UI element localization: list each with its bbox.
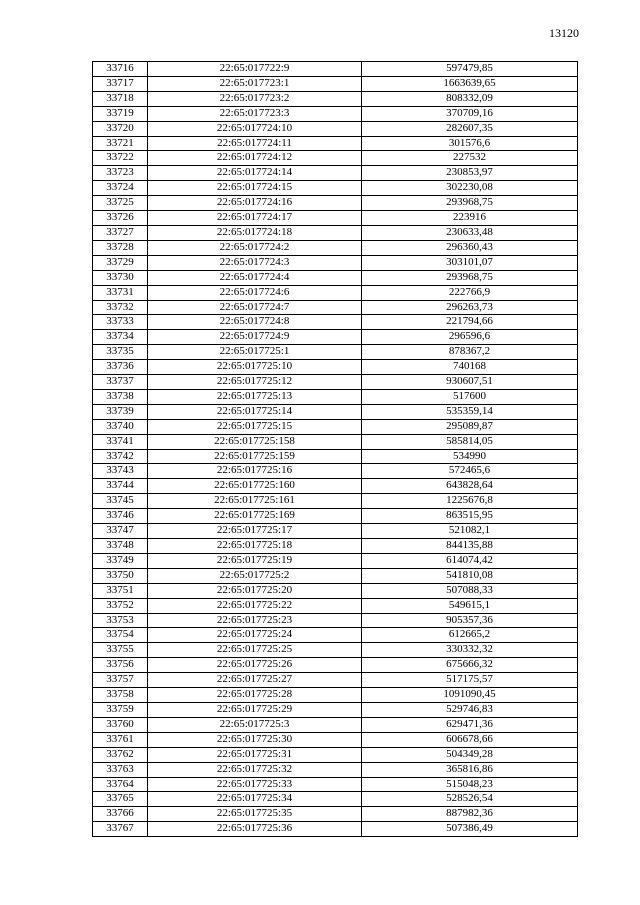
value-cell: 629471,36 xyxy=(362,717,578,732)
table-row xyxy=(93,524,578,539)
cadastral-number-cell: 22:65:017724:3 xyxy=(148,255,362,270)
cadastral-number-cell: 22:65:017724:4 xyxy=(148,270,362,285)
value-cell: 507088,33 xyxy=(362,583,578,598)
cadastral-number-cell: 22:65:017724:11 xyxy=(148,136,362,151)
table-row xyxy=(93,62,578,77)
value-cell: 301576,6 xyxy=(362,136,578,151)
registry-table-body xyxy=(93,62,578,837)
row-number-cell: 33721 xyxy=(93,136,148,151)
value-cell: 740168 xyxy=(362,360,578,375)
table-row xyxy=(93,345,578,360)
cadastral-number-cell: 22:65:017725:20 xyxy=(148,583,362,598)
page-number: 13120 xyxy=(549,26,579,40)
table-row xyxy=(93,673,578,688)
value-cell: 1225676,8 xyxy=(362,494,578,509)
table-row xyxy=(93,404,578,419)
table-row xyxy=(93,807,578,822)
table-row xyxy=(93,613,578,628)
value-cell: 370709,16 xyxy=(362,106,578,121)
cadastral-number-cell: 22:65:017725:27 xyxy=(148,673,362,688)
table-row xyxy=(93,419,578,434)
table-row xyxy=(93,583,578,598)
cadastral-number-cell: 22:65:017724:10 xyxy=(148,121,362,136)
row-number-cell: 33765 xyxy=(93,792,148,807)
cadastral-number-cell: 22:65:017725:19 xyxy=(148,553,362,568)
value-cell: 517600 xyxy=(362,389,578,404)
row-number-cell: 33731 xyxy=(93,285,148,300)
registry-table xyxy=(92,61,578,837)
row-number-cell: 33753 xyxy=(93,613,148,628)
value-cell: 535359,14 xyxy=(362,404,578,419)
row-number-cell: 33722 xyxy=(93,151,148,166)
value-cell: 675666,32 xyxy=(362,658,578,673)
cadastral-number-cell: 22:65:017724:15 xyxy=(148,181,362,196)
row-number-cell: 33719 xyxy=(93,106,148,121)
value-cell: 863515,95 xyxy=(362,509,578,524)
table-row xyxy=(93,106,578,121)
row-number-cell: 33750 xyxy=(93,568,148,583)
row-number-cell: 33717 xyxy=(93,76,148,91)
value-cell: 296360,43 xyxy=(362,240,578,255)
row-number-cell: 33733 xyxy=(93,315,148,330)
row-number-cell: 33759 xyxy=(93,702,148,717)
table-row xyxy=(93,628,578,643)
cadastral-number-cell: 22:65:017725:2 xyxy=(148,568,362,583)
value-cell: 878367,2 xyxy=(362,345,578,360)
value-cell: 643828,64 xyxy=(362,479,578,494)
table-row xyxy=(93,375,578,390)
row-number-cell: 33746 xyxy=(93,509,148,524)
cadastral-number-cell: 22:65:017725:31 xyxy=(148,747,362,762)
cadastral-number-cell: 22:65:017725:1 xyxy=(148,345,362,360)
table-row xyxy=(93,792,578,807)
cadastral-number-cell: 22:65:017725:34 xyxy=(148,792,362,807)
row-number-cell: 33728 xyxy=(93,240,148,255)
row-number-cell: 33754 xyxy=(93,628,148,643)
row-number-cell: 33756 xyxy=(93,658,148,673)
row-number-cell: 33748 xyxy=(93,539,148,554)
value-cell: 529746,83 xyxy=(362,702,578,717)
value-cell: 585814,05 xyxy=(362,434,578,449)
cadastral-number-cell: 22:65:017725:12 xyxy=(148,375,362,390)
table-row xyxy=(93,285,578,300)
cadastral-number-cell: 22:65:017725:30 xyxy=(148,732,362,747)
cadastral-number-cell: 22:65:017725:161 xyxy=(148,494,362,509)
value-cell: 1091090,45 xyxy=(362,688,578,703)
value-cell: 844135,88 xyxy=(362,539,578,554)
cadastral-number-cell: 22:65:017725:36 xyxy=(148,822,362,837)
row-number-cell: 33739 xyxy=(93,404,148,419)
table-row xyxy=(93,434,578,449)
cadastral-number-cell: 22:65:017725:13 xyxy=(148,389,362,404)
value-cell: 549615,1 xyxy=(362,598,578,613)
cadastral-number-cell: 22:65:017724:8 xyxy=(148,315,362,330)
value-cell: 303101,07 xyxy=(362,255,578,270)
value-cell: 597479,85 xyxy=(362,62,578,77)
cadastral-number-cell: 22:65:017725:3 xyxy=(148,717,362,732)
row-number-cell: 33736 xyxy=(93,360,148,375)
row-number-cell: 33724 xyxy=(93,181,148,196)
table-row xyxy=(93,747,578,762)
row-number-cell: 33730 xyxy=(93,270,148,285)
cadastral-number-cell: 22:65:017724:7 xyxy=(148,300,362,315)
row-number-cell: 33762 xyxy=(93,747,148,762)
table-row xyxy=(93,688,578,703)
row-number-cell: 33749 xyxy=(93,553,148,568)
table-row xyxy=(93,643,578,658)
value-cell: 517175,57 xyxy=(362,673,578,688)
table-row xyxy=(93,464,578,479)
cadastral-number-cell: 22:65:017725:18 xyxy=(148,539,362,554)
row-number-cell: 33729 xyxy=(93,255,148,270)
value-cell: 302230,08 xyxy=(362,181,578,196)
table-row xyxy=(93,702,578,717)
row-number-cell: 33723 xyxy=(93,166,148,181)
cadastral-number-cell: 22:65:017725:158 xyxy=(148,434,362,449)
value-cell: 223916 xyxy=(362,211,578,226)
value-cell: 296596,6 xyxy=(362,330,578,345)
row-number-cell: 33732 xyxy=(93,300,148,315)
row-number-cell: 33752 xyxy=(93,598,148,613)
table-row xyxy=(93,732,578,747)
cadastral-number-cell: 22:65:017724:12 xyxy=(148,151,362,166)
cadastral-number-cell: 22:65:017724:14 xyxy=(148,166,362,181)
value-cell: 521082,1 xyxy=(362,524,578,539)
row-number-cell: 33764 xyxy=(93,777,148,792)
value-cell: 365816,86 xyxy=(362,762,578,777)
cadastral-number-cell: 22:65:017725:169 xyxy=(148,509,362,524)
table-row xyxy=(93,330,578,345)
cadastral-number-cell: 22:65:017723:3 xyxy=(148,106,362,121)
value-cell: 282607,35 xyxy=(362,121,578,136)
cadastral-number-cell: 22:65:017725:35 xyxy=(148,807,362,822)
value-cell: 1663639,65 xyxy=(362,76,578,91)
row-number-cell: 33747 xyxy=(93,524,148,539)
cadastral-number-cell: 22:65:017725:26 xyxy=(148,658,362,673)
row-number-cell: 33761 xyxy=(93,732,148,747)
row-number-cell: 33718 xyxy=(93,91,148,106)
cadastral-number-cell: 22:65:017725:160 xyxy=(148,479,362,494)
table-row xyxy=(93,255,578,270)
table-row xyxy=(93,121,578,136)
cadastral-number-cell: 22:65:017725:24 xyxy=(148,628,362,643)
table-row xyxy=(93,717,578,732)
value-cell: 528526,54 xyxy=(362,792,578,807)
cadastral-number-cell: 22:65:017724:17 xyxy=(148,211,362,226)
value-cell: 614074,42 xyxy=(362,553,578,568)
row-number-cell: 33741 xyxy=(93,434,148,449)
row-number-cell: 33735 xyxy=(93,345,148,360)
cadastral-number-cell: 22:65:017724:2 xyxy=(148,240,362,255)
value-cell: 330332,32 xyxy=(362,643,578,658)
value-cell: 612665,2 xyxy=(362,628,578,643)
table-row xyxy=(93,211,578,226)
cadastral-number-cell: 22:65:017725:32 xyxy=(148,762,362,777)
cadastral-number-cell: 22:65:017724:18 xyxy=(148,225,362,240)
table-row xyxy=(93,777,578,792)
cadastral-number-cell: 22:65:017725:28 xyxy=(148,688,362,703)
table-row xyxy=(93,762,578,777)
table-row xyxy=(93,151,578,166)
cadastral-number-cell: 22:65:017725:33 xyxy=(148,777,362,792)
table-row xyxy=(93,240,578,255)
cadastral-number-cell: 22:65:017725:23 xyxy=(148,613,362,628)
table-row xyxy=(93,479,578,494)
row-number-cell: 33758 xyxy=(93,688,148,703)
cadastral-number-cell: 22:65:017725:10 xyxy=(148,360,362,375)
table-row xyxy=(93,658,578,673)
table-row xyxy=(93,822,578,837)
value-cell: 930607,51 xyxy=(362,375,578,390)
value-cell: 296263,73 xyxy=(362,300,578,315)
cadastral-number-cell: 22:65:017723:2 xyxy=(148,91,362,106)
cadastral-number-cell: 22:65:017725:22 xyxy=(148,598,362,613)
row-number-cell: 33757 xyxy=(93,673,148,688)
row-number-cell: 33725 xyxy=(93,196,148,211)
value-cell: 227532 xyxy=(362,151,578,166)
row-number-cell: 33740 xyxy=(93,419,148,434)
cadastral-number-cell: 22:65:017725:25 xyxy=(148,643,362,658)
row-number-cell: 33716 xyxy=(93,62,148,77)
table-row xyxy=(93,196,578,211)
cadastral-number-cell: 22:65:017725:29 xyxy=(148,702,362,717)
value-cell: 293968,75 xyxy=(362,270,578,285)
cadastral-number-cell: 22:65:017725:17 xyxy=(148,524,362,539)
value-cell: 504349,28 xyxy=(362,747,578,762)
row-number-cell: 33738 xyxy=(93,389,148,404)
row-number-cell: 33737 xyxy=(93,375,148,390)
cadastral-number-cell: 22:65:017722:9 xyxy=(148,62,362,77)
table-row xyxy=(93,509,578,524)
value-cell: 572465,6 xyxy=(362,464,578,479)
cadastral-number-cell: 22:65:017725:14 xyxy=(148,404,362,419)
row-number-cell: 33734 xyxy=(93,330,148,345)
cadastral-number-cell: 22:65:017724:6 xyxy=(148,285,362,300)
table-row xyxy=(93,568,578,583)
table-row xyxy=(93,389,578,404)
value-cell: 295089,87 xyxy=(362,419,578,434)
cadastral-number-cell: 22:65:017724:9 xyxy=(148,330,362,345)
table-row xyxy=(93,91,578,106)
cadastral-number-cell: 22:65:017725:15 xyxy=(148,419,362,434)
value-cell: 541810,08 xyxy=(362,568,578,583)
table-row xyxy=(93,449,578,464)
row-number-cell: 33743 xyxy=(93,464,148,479)
table-row xyxy=(93,76,578,91)
cadastral-number-cell: 22:65:017724:16 xyxy=(148,196,362,211)
row-number-cell: 33760 xyxy=(93,717,148,732)
value-cell: 221794,66 xyxy=(362,315,578,330)
cadastral-number-cell: 22:65:017725:16 xyxy=(148,464,362,479)
value-cell: 507386,49 xyxy=(362,822,578,837)
table-row xyxy=(93,136,578,151)
value-cell: 222766,9 xyxy=(362,285,578,300)
value-cell: 293968,75 xyxy=(362,196,578,211)
value-cell: 606678,66 xyxy=(362,732,578,747)
table-row xyxy=(93,315,578,330)
row-number-cell: 33727 xyxy=(93,225,148,240)
table-row xyxy=(93,598,578,613)
value-cell: 905357,36 xyxy=(362,613,578,628)
row-number-cell: 33726 xyxy=(93,211,148,226)
table-row xyxy=(93,539,578,554)
cadastral-number-cell: 22:65:017723:1 xyxy=(148,76,362,91)
value-cell: 230633,48 xyxy=(362,225,578,240)
row-number-cell: 33751 xyxy=(93,583,148,598)
table-row xyxy=(93,270,578,285)
row-number-cell: 33720 xyxy=(93,121,148,136)
table-row xyxy=(93,300,578,315)
table-row xyxy=(93,166,578,181)
table-row xyxy=(93,494,578,509)
value-cell: 515048,23 xyxy=(362,777,578,792)
value-cell: 887982,36 xyxy=(362,807,578,822)
table-row xyxy=(93,181,578,196)
value-cell: 808332,09 xyxy=(362,91,578,106)
row-number-cell: 33766 xyxy=(93,807,148,822)
row-number-cell: 33763 xyxy=(93,762,148,777)
table-row xyxy=(93,360,578,375)
row-number-cell: 33755 xyxy=(93,643,148,658)
table-row xyxy=(93,553,578,568)
cadastral-number-cell: 22:65:017725:159 xyxy=(148,449,362,464)
row-number-cell: 33742 xyxy=(93,449,148,464)
value-cell: 230853,97 xyxy=(362,166,578,181)
value-cell: 534990 xyxy=(362,449,578,464)
row-number-cell: 33744 xyxy=(93,479,148,494)
table-row xyxy=(93,225,578,240)
row-number-cell: 33767 xyxy=(93,822,148,837)
row-number-cell: 33745 xyxy=(93,494,148,509)
